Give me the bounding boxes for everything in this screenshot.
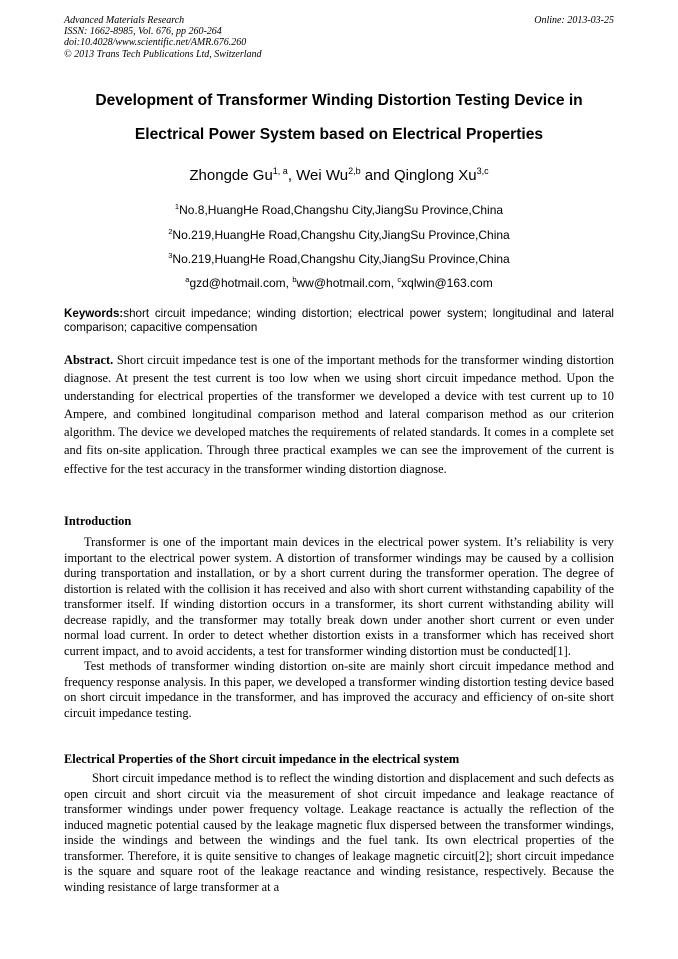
- author-separator: and: [360, 167, 395, 184]
- email-separator: ,: [285, 276, 293, 290]
- abstract: [64, 351, 614, 478]
- paragraph: Transformer is one of the important main devices in the electrical power system. It’s reliability is very important to the electrical power system. A distortion of transformer windings may be caused by a collision during transportation and installation, or by a short current during the transformer operation. The degree of distortion is related with the collision it has received and also with short current withstanding capability of the transformer itself. If winding distortion occurs in a transformer, its short current withstanding ability will decrease rapidly, and the transformer may totally break down under another short current or even under normal load current. In order to detect whether distortion exists in a transformer which has received short current impact, and to avoid accidents, a test for transformer winding distortion must be conducted[1].: [64, 535, 614, 658]
- email-mark: a: [185, 275, 190, 284]
- affiliation-1: [0, 203, 678, 217]
- paragraph: Test methods of transformer winding distortion on-site are mainly short circuit impedance method and frequency response analysis. In this paper, we developed a transformer winding distortion testing device based on short circuit impedance in the transformer, and has improved the accuracy and efficiency of on-site short circuit impedance testing.: [64, 659, 614, 720]
- author-separator: ,: [287, 167, 297, 184]
- electrical-properties-body: [64, 771, 614, 895]
- journal-name: Advanced Materials Research: [64, 15, 185, 26]
- affiliation-mark: 3: [168, 251, 173, 260]
- email-list: [0, 276, 678, 290]
- doi-line: doi:10.4028/www.scientific.net/AMR.676.260: [64, 37, 247, 49]
- keywords-text: short circuit impedance; winding distortion; electrical power system; longitudinal and lateral comparison; capacitive compensation: [64, 307, 614, 334]
- affiliation-2: [0, 228, 678, 242]
- abstract-text: Short circuit impedance test is one of the important methods for the transformer winding distortion diagnose. At present the test current is too low when we using short circuit impedance method. Upon the understanding for electrical properties of the transformer we developed a device with test current up to 10 Ampere, and combined longitudinal comparison method and lateral comparison method as our criterion algorithm. The device we developed matches the requirements of related standards. It comes in a complete set and fits on-site application. Through three practical examples we can see the improvement of the current is effective for the test accuracy in the transformer winding distortion diagnose.: [64, 353, 614, 476]
- author-affiliation-mark: 1, a: [272, 166, 288, 176]
- email-address: xqlwin@163.com: [401, 276, 493, 290]
- affiliation-text: No.8,HuangHe Road,Changshu City,JiangSu Province,China: [179, 203, 504, 217]
- copyright-line: © 2013 Trans Tech Publications Ltd, Switzerland: [64, 48, 262, 60]
- email-mark: c: [397, 275, 402, 284]
- section-heading-electrical-properties: Electrical Properties of the Short circuit impedance in the electrical system: [64, 752, 460, 766]
- affiliation-mark: 1: [174, 202, 180, 211]
- affiliation-text: No.219,HuangHe Road,Changshu City,JiangSu Province,China: [172, 228, 510, 242]
- author-affiliation-mark: 3,c: [476, 166, 489, 176]
- author-name: Qinglong Xu: [394, 167, 477, 184]
- paper-title-line-1: Development of Transformer Winding Distortion Testing Device in: [95, 92, 583, 109]
- email-address: ww@hotmail.com: [296, 276, 391, 290]
- affiliation-3: [0, 252, 678, 266]
- affiliation-text: No.219,HuangHe Road,Changshu City,JiangSu Province,China: [172, 252, 510, 266]
- issn-line: ISSN: 1662-8985, Vol. 676, pp 260-264: [64, 26, 222, 38]
- online-date: Online: 2013-03-25: [534, 15, 614, 26]
- paper-title-line-2: Electrical Power System based on Electrical Properties: [134, 126, 544, 143]
- author-name: Zhongde Gu: [189, 167, 273, 184]
- keywords-label: Keywords:: [64, 307, 124, 320]
- journal-header: [64, 15, 262, 60]
- author-name: Wei Wu: [296, 167, 349, 184]
- email-address: gzd@hotmail.com: [189, 276, 286, 290]
- paragraph: Short circuit impedance method is to reflect the winding distortion and displacement and such defects as open circuit and short circuit via the measurement of shot circuit impedance and leakage reactance of transformer windings under power frequency voltage. Leakage reactance is actually the reflection of the induced magnetic potential caused by the leakage magnetic flux dispersed between the transformer windings, inside the windings and between the windings and the fuel tank. Its own electrical properties of the transformer. Therefore, it is quite sensitive to changes of leakage magnetic circuit[2]; short circuit impedance is the square and square root of the leakage reactance and winding resistance, respectively. Because the winding resistance of large transformer at a: [64, 771, 614, 894]
- author-list: [0, 167, 678, 184]
- author-affiliation-mark: 2,b: [348, 166, 361, 176]
- affiliation-mark: 2: [168, 227, 173, 236]
- section-heading-introduction: Introduction: [64, 514, 132, 528]
- email-separator: ,: [390, 276, 398, 290]
- email-mark: b: [292, 275, 297, 284]
- abstract-label: Abstract.: [64, 353, 114, 367]
- introduction-body: [64, 535, 614, 721]
- keywords: [64, 307, 614, 335]
